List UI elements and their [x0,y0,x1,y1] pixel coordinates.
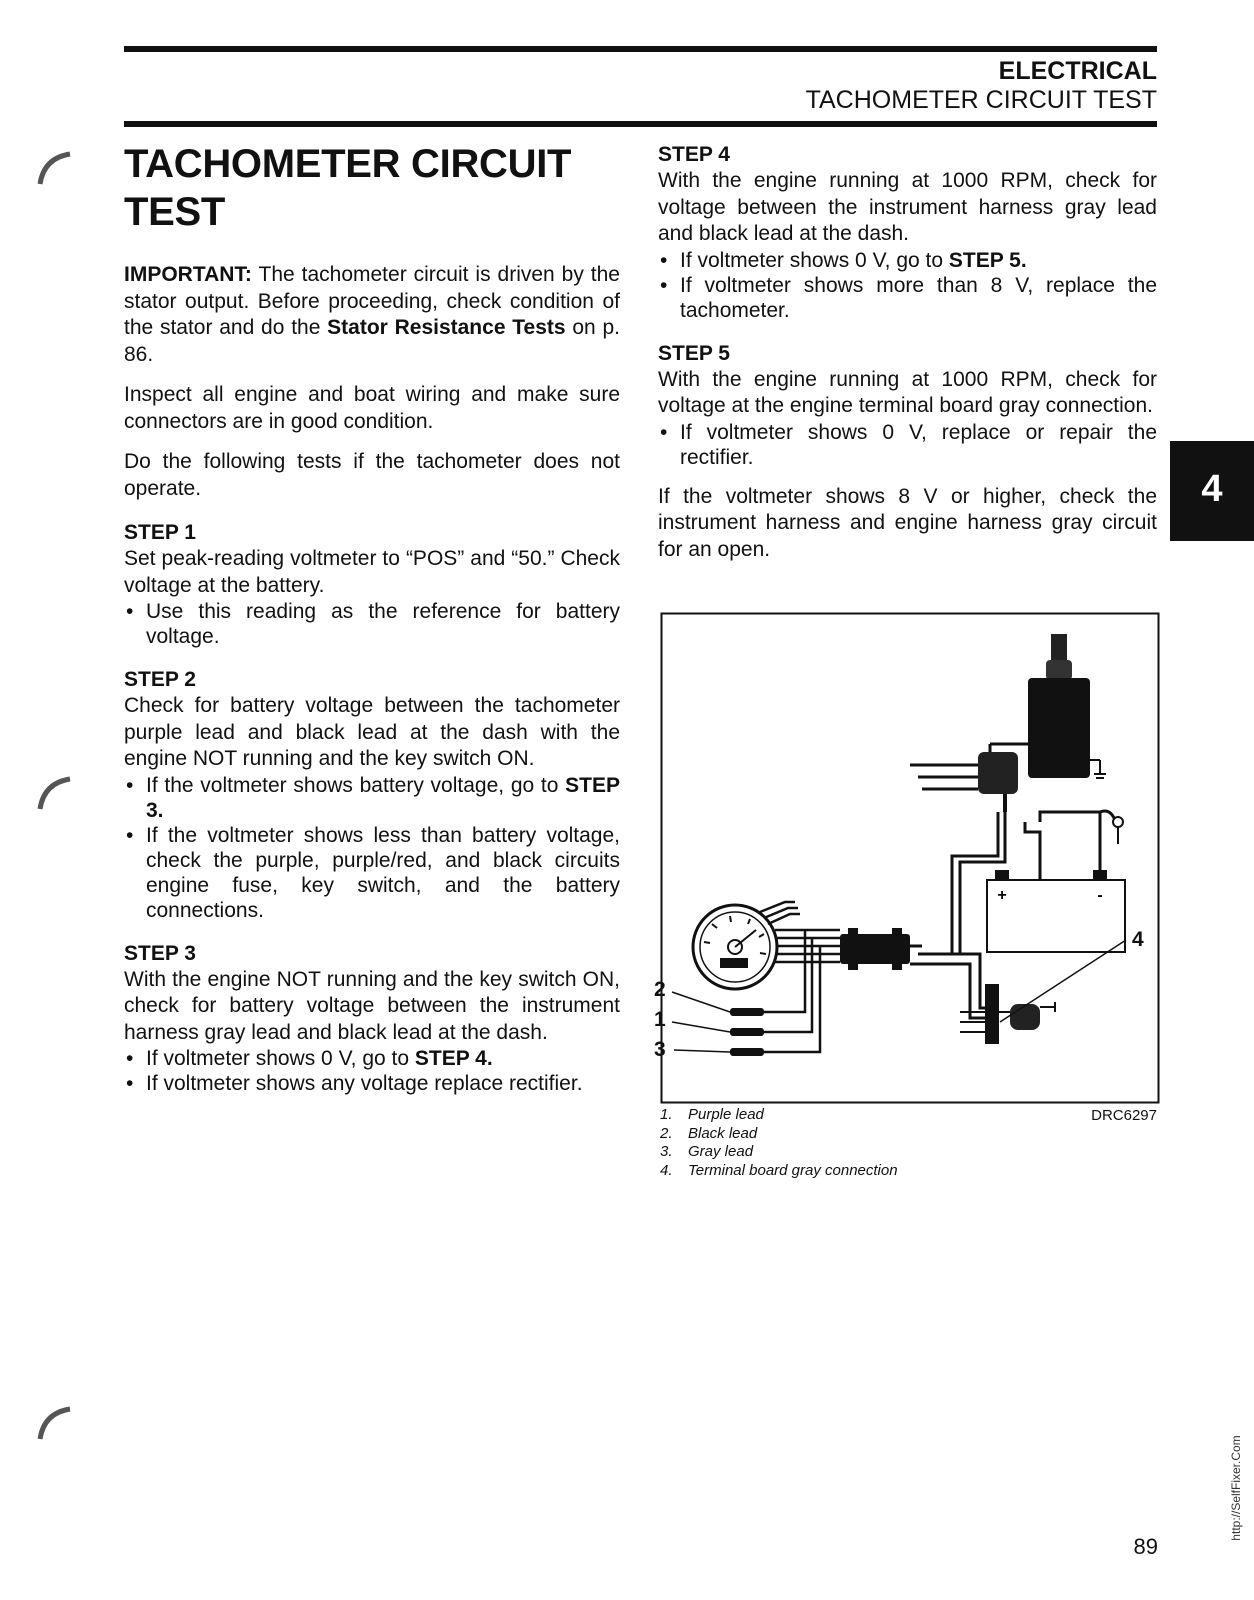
step-2-bullet-1 [124,773,620,823]
callout-2: 2 [654,978,666,1001]
legend-item-1 [660,1106,960,1125]
step-4-bullet-1-text: If voltmeter shows 0 V, go to [680,248,949,272]
binder-hole-mark-middle [36,775,76,815]
battery-icon [987,870,1125,952]
legend-item-4 [660,1162,960,1181]
step-3-bullet-1 [124,1046,620,1071]
legend-item-3 [660,1143,960,1162]
step-3-bullet-2: • If voltmeter shows any voltage replace rectifier. [124,1071,620,1096]
legend-number: 3. [660,1143,673,1160]
chapter-tab-number: 4 [1201,468,1223,510]
step-4-bullet-1-ref: STEP 5. [948,248,1027,272]
step-2-heading: STEP 2 [124,668,196,691]
step-3-heading: STEP 3 [124,941,196,965]
page-title-line-2: TEST [124,190,226,234]
fuse-icon [1100,811,1123,844]
step-5-text: With the engine running at 1000 RPM, check for voltage at the engine terminal board gray connection. [658,367,1157,417]
header-top-rule [124,46,1157,52]
binder-hole-mark-top [36,150,76,190]
terminal-board-icon [960,984,1055,1044]
legend-item-2 [660,1125,960,1144]
watermark: http://SelfFixer.Com [1229,1435,1243,1541]
page-number: 89 [1133,1534,1158,1559]
step-4-bullet-2: • If voltmeter shows more than 8 V, replace the tachometer. [658,273,1157,323]
key-switch-icon [910,744,1028,812]
do-tests-paragraph: Do the following tests if the tachometer does not operate. [124,450,620,500]
important-label: IMPORTANT: [124,263,252,286]
section-title: ELECTRICAL [998,57,1157,85]
step-5-after-text: If the voltmeter shows 8 V or higher, check the instrument harness and engine harness gray circuit for an open. [658,484,1157,561]
legend-label: Purple lead [688,1106,764,1123]
legend-label: Black lead [688,1124,758,1142]
step-3-bullet-1-text: If voltmeter shows 0 V, go to [146,1047,415,1070]
stator-test-reference: Stator Resistance Tests [327,316,566,339]
legend-number: 2. [660,1124,673,1142]
step-2-bullet-1-text: If the voltmeter shows battery voltage, go to [146,773,566,797]
step-2-bullet-1-ref: STEP 3. [146,773,620,822]
callout-4: 4 [1132,928,1144,951]
step-3-text: With the engine NOT running and the key switch ON, check for battery voltage between the instrument harness gray lead and black lead at the dash. [124,967,620,1044]
legend-number: 4. [660,1161,673,1179]
important-text: The tachometer circuit is driven by the stator output. Before proceeding, check condition of the stator and do the [124,263,620,339]
harness-connector-icon [840,928,910,970]
legend-label: Terminal board gray connection [688,1161,898,1179]
inspect-paragraph: Inspect all engine and boat wiring and make sure connectors are in good condition. [124,383,620,433]
important-tail: on p. 86. [124,316,620,366]
figure-code: DRC6297 [1091,1107,1157,1124]
left-column [124,140,620,1096]
step-3-bullet-1-ref: STEP 4. [414,1047,493,1070]
header-bottom-rule [124,121,1157,127]
step-1-heading: STEP 1 [124,521,196,544]
legend-label: Gray lead [688,1143,754,1160]
subsection-title: TACHOMETER CIRCUIT TEST [805,86,1157,114]
battery-plus-label: + [997,887,1007,904]
important-note [124,262,620,368]
battery-minus-label: - [1097,887,1103,904]
figure-legend [660,1106,960,1180]
page-title-line-1: TACHOMETER CIRCUIT [124,142,572,186]
step-5-bullet-1: • If voltmeter shows 0 V, replace or repair the rectifier. [658,420,1157,470]
legend-number: 1. [660,1106,673,1123]
lead-terminals [730,1008,764,1056]
step-4-text: With the engine running at 1000 RPM, check for voltage between the instrument harness gray lead and black lead at the dash. [658,169,1157,245]
tachometer-wiring-diagram [654,612,1160,1106]
step-1-text: Set peak-reading voltmeter to “POS” and “50.” Check voltage at the battery. [124,547,620,597]
step-1-bullet-1: • Use this reading as the reference for battery voltage. [124,599,620,649]
step-5-heading: STEP 5 [658,341,730,365]
callout-3: 3 [654,1038,666,1061]
step-4-heading: STEP 4 [658,143,730,166]
callout-1: 1 [654,1008,666,1031]
step-2-bullet-2: • If the voltmeter shows less than battery voltage, check the purple, purple/red, and black circuits engine fuse, key switch, and the battery connections. [124,823,620,923]
binder-hole-mark-bottom [36,1405,76,1445]
stator-rectifier-icon [1028,634,1106,778]
step-2-text: Check for battery voltage between the tachometer purple lead and black lead at the dash with the engine NOT running and the key switch ON. [124,694,620,770]
right-column [658,142,1157,563]
step-4-bullet-1 [658,248,1157,273]
